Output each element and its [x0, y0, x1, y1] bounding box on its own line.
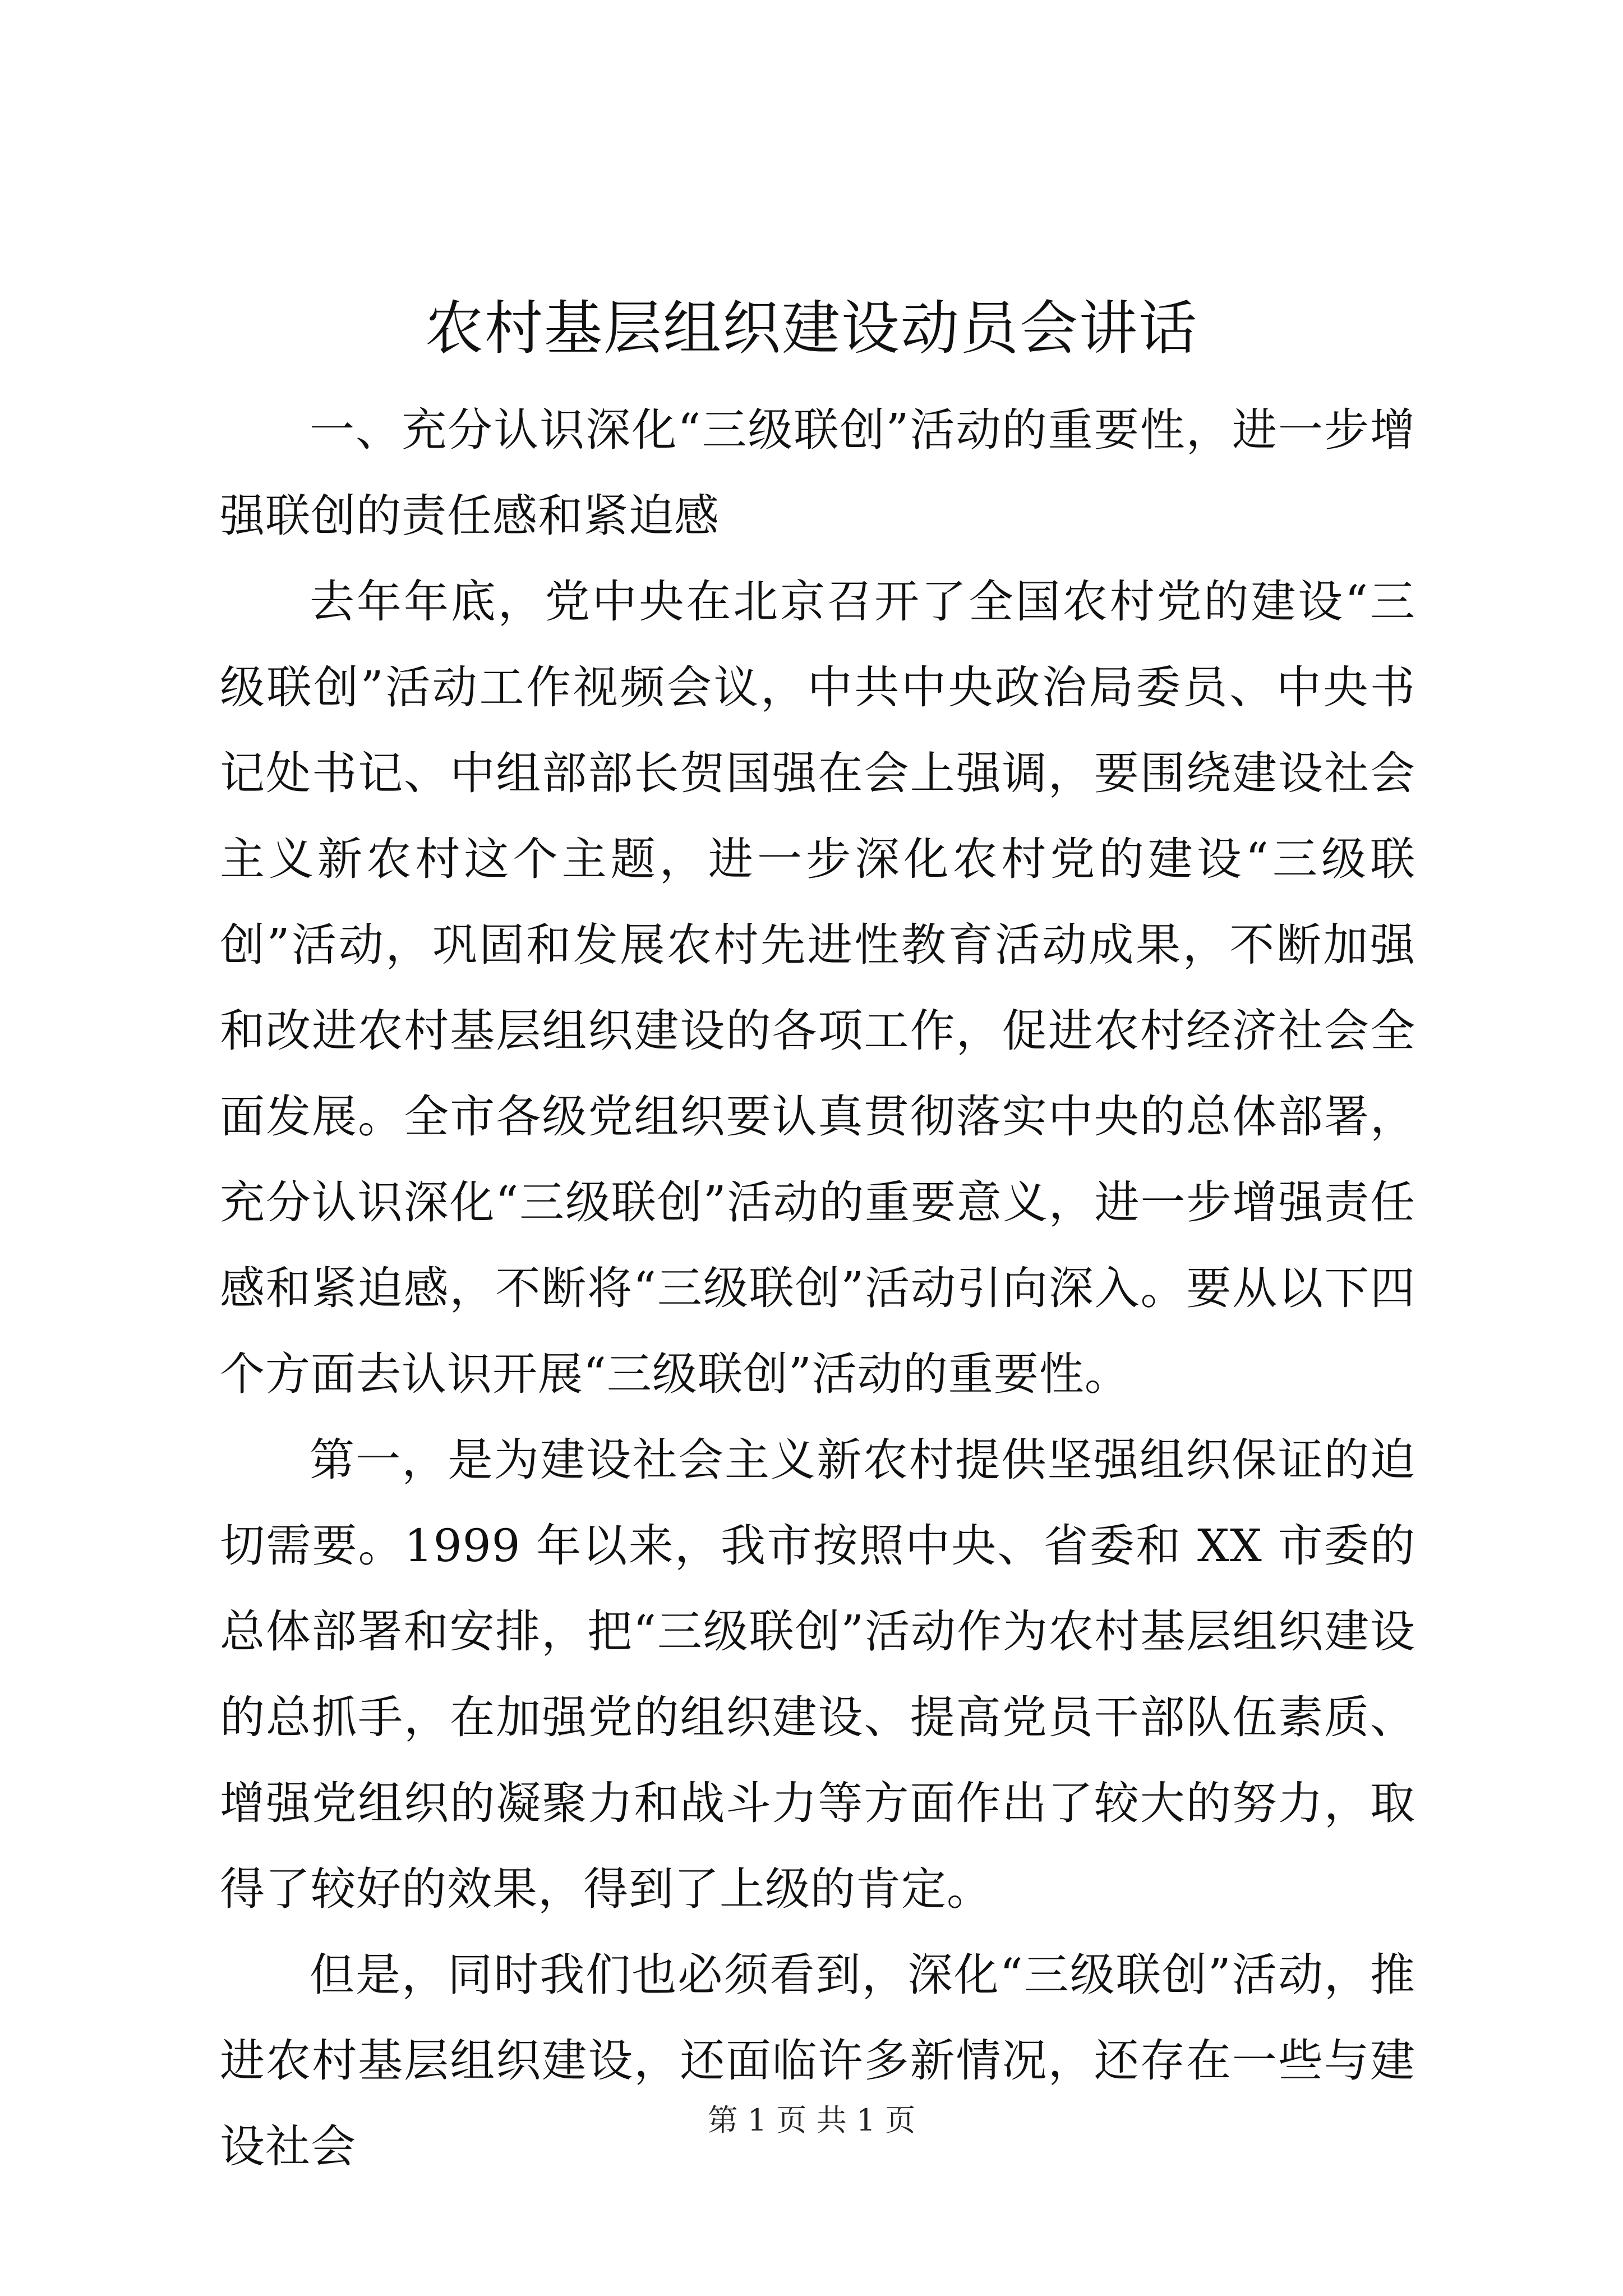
paragraph-section-heading: 一、充分认识深化“三级联创”活动的重要性，进一步增强联创的责任感和紧迫感: [220, 404, 1415, 542]
paragraph-first-point: 第一，是为建设社会主义新农村提供坚强组织保证的迫切需要。1999 年以来，我市按照中央、省委和 XX 市委的总体部署和安排，把“三级联创”活动作为农村基层组织建设的总抓手，在加强党的组织建设、提高党员干部队伍素质、增强党组织的凝聚力和战斗力等方面作出了较大的努力，取得了较好的效果，得到了上级的肯定。: [220, 1434, 1415, 1915]
page-footer: 第 1 页 共 1 页: [707, 2102, 916, 2138]
paragraph-background: 去年年底，党中央在北京召开了全国农村党的建设“三级联创”活动工作视频会议，中共中央政治局委员、中央书记处书记、中组部部长贺国强在会上强调，要围绕建设社会主义新农村这个主题，进一步深化农村党的建设“三级联创”活动，巩固和发展农村先进性教育活动成果，不断加强和改进农村基层组织建设的各项工作，促进农村经济社会全面发展。全市各级党组织要认真贯彻落实中央的总体部署，充分认识深化“三级联创”活动的重要意义，进一步增强责任感和紧迫感，不断将“三级联创”活动引向深入。要从以下四个方面去认识开展“三级联创”活动的重要性。: [220, 576, 1415, 1400]
document-title: 农村基层组织建设动员会讲话: [425, 294, 1198, 362]
document-body: [220, 387, 1415, 2189]
paragraph-challenges: 但是，同时我们也必须看到，深化“三级联创”活动，推进农村基层组织建设，还面临许多新情况，还存在一些与建设社会: [220, 1949, 1415, 2173]
